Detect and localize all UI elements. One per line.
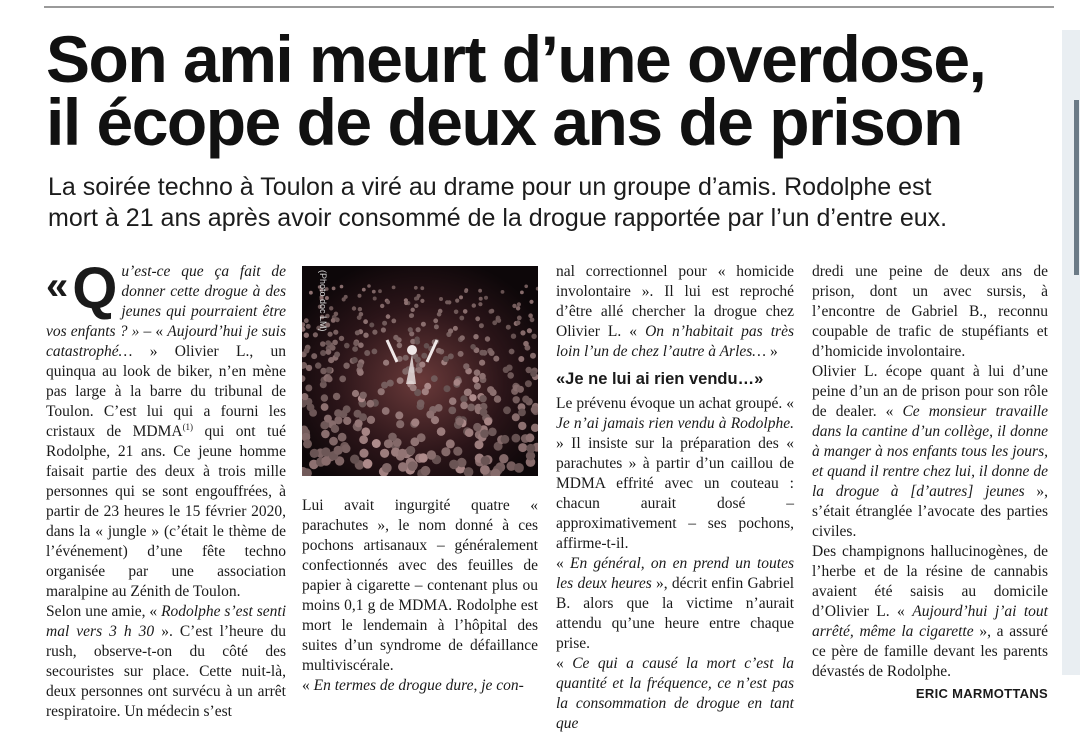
crowd-head xyxy=(343,417,351,425)
crowd-head xyxy=(352,346,358,352)
crowd-head xyxy=(427,450,436,459)
adjacent-page-bar xyxy=(1074,100,1079,275)
crowd-head xyxy=(306,365,312,371)
crowd-head xyxy=(509,349,515,355)
crowd-head xyxy=(326,376,333,383)
column-4-paragraph-3 xyxy=(812,542,1048,682)
crowd-head xyxy=(464,289,468,293)
crowd-head xyxy=(406,446,415,455)
photo-credit: (Photo doc LM) xyxy=(318,270,328,332)
crowd-head xyxy=(479,350,485,356)
crowd-head xyxy=(410,384,417,391)
body-text: qui ont tué Rodolphe, 21 ans. Ce jeune homme faisait partie des deux à trois mille personnes qui se sont engouffrées, à partir de 23 heures le 15 février 2020, dans la « jungle » (c’était le thème de l’événement) d’une fête techno organisée par une association maralpine au Zénith de Toulon. xyxy=(46,423,286,600)
crowd-head xyxy=(478,302,482,306)
crowd-head xyxy=(464,389,471,396)
crowd-head xyxy=(306,324,311,329)
crowd-head xyxy=(439,297,443,301)
crowd-head xyxy=(415,339,421,345)
crowd-head xyxy=(426,411,434,419)
crowd-head xyxy=(506,365,512,371)
crowd-head xyxy=(339,336,344,341)
crowd-head xyxy=(363,333,368,338)
crowd-head xyxy=(411,418,419,426)
article-column-4 xyxy=(812,262,1048,704)
quote-text: En termes de drogue dure, je con- xyxy=(313,677,524,694)
crowd-head xyxy=(414,286,418,290)
quote-text: Ce monsieur travaille dans la cantine d’un collège, il donne à manger à nos enfants tous les jours, et quand il rentre chez lui, il donne de la drogue à [d’autres] jeunes xyxy=(812,403,1048,500)
crowd-head xyxy=(479,395,486,402)
crowd-head xyxy=(352,390,359,397)
crowd-photo-illustration xyxy=(302,266,538,476)
crowd-head xyxy=(474,383,481,390)
crowd-head xyxy=(392,286,396,290)
crowd-head xyxy=(455,299,459,303)
crowd-head xyxy=(449,397,457,405)
crowd-head xyxy=(454,379,461,386)
crowd-head xyxy=(338,433,347,442)
crowd-head xyxy=(517,386,524,393)
crowd-head xyxy=(448,353,454,359)
crowd-head xyxy=(311,353,317,359)
crowd-head xyxy=(383,360,389,366)
crowd-head xyxy=(480,429,489,438)
crowd-head xyxy=(456,417,464,425)
crowd-head xyxy=(437,312,442,317)
crowd-head xyxy=(334,352,340,358)
crowd-head xyxy=(402,368,409,375)
crowd-head xyxy=(469,394,476,401)
crowd-head xyxy=(475,316,480,321)
crowd-head xyxy=(479,297,483,301)
crowd-head xyxy=(526,444,535,453)
crowd-head xyxy=(494,395,501,402)
crowd-head xyxy=(391,319,396,324)
crowd-head xyxy=(479,373,486,380)
crowd-head xyxy=(444,385,451,392)
body-text: », a assuré ce père de famille devant les parents dévastés de Rodolphe. xyxy=(812,623,1048,680)
crowd-head xyxy=(501,290,505,294)
body-text: nal correctionnel pour « homicide involontaire ». Il lui est reproché d’être allé chercher la drogue chez Olivier L. « xyxy=(556,263,794,340)
crowd-head xyxy=(382,321,387,326)
crowd-head xyxy=(324,415,332,423)
crowd-head xyxy=(369,323,374,328)
crowd-head xyxy=(496,318,501,323)
adjacent-page-edge xyxy=(1062,30,1080,675)
crowd-head xyxy=(344,343,350,349)
crowd-head xyxy=(431,375,438,382)
crowd-head xyxy=(416,327,421,332)
crowd-head xyxy=(357,362,363,368)
crowd-head xyxy=(359,413,367,421)
crowd-head xyxy=(513,396,520,403)
crowd-head xyxy=(520,330,525,335)
crowd-head xyxy=(529,300,533,304)
crowd-head xyxy=(493,356,499,362)
quote-text: Je n’ai jamais rien vendu à Rodolphe. xyxy=(556,415,794,432)
crowd-head xyxy=(420,299,424,303)
crowd-head xyxy=(350,455,359,464)
crowd-head xyxy=(358,307,362,311)
crowd-head xyxy=(359,312,364,317)
body-text: « xyxy=(556,655,573,672)
article-column-3 xyxy=(556,262,794,734)
crowd-head xyxy=(480,465,490,475)
crowd-head xyxy=(326,349,332,355)
crowd-head xyxy=(367,416,375,424)
crowd-head xyxy=(372,439,381,448)
crowd-head xyxy=(454,310,459,315)
crowd-head xyxy=(463,309,468,314)
crowd-head xyxy=(484,296,488,300)
crowd-head xyxy=(528,313,533,318)
crowd-head xyxy=(465,428,474,437)
crowd-head xyxy=(512,304,516,308)
crowd-head xyxy=(329,437,338,446)
crowd-head xyxy=(488,428,497,437)
crowd-head xyxy=(342,444,351,453)
crowd-head xyxy=(530,353,536,359)
crowd-head xyxy=(446,439,455,448)
crowd-head xyxy=(473,423,481,431)
crowd-head xyxy=(460,402,468,410)
body-text: », décrit enfin Gabriel B. alors que la victime n’aurait attendu qu’une heure entre chaque prise. xyxy=(556,575,795,652)
crowd-head xyxy=(321,403,329,411)
crowd-head xyxy=(479,323,484,328)
crowd-head xyxy=(530,371,537,378)
article-standfirst xyxy=(48,172,1048,234)
quote-text: On n’habitait pas très loin l’un de chez l’autre à Arles… xyxy=(556,323,794,360)
crowd-head xyxy=(473,334,478,339)
crowd-head xyxy=(358,342,364,348)
crowd-head xyxy=(334,446,343,455)
crowd-head xyxy=(470,344,476,350)
body-text: » Il insiste sur la préparation des « parachutes » à partir d’un caillou de MDMA effrité avec un couteau : chacun aurait dosé – approximativement – ses pochons, affirme-t-il. xyxy=(556,435,794,552)
crowd-head xyxy=(516,306,520,310)
column-1-paragraph-1 xyxy=(46,256,287,602)
crowd-head xyxy=(511,334,516,339)
crowd-head xyxy=(352,357,358,363)
crowd-head xyxy=(527,328,532,333)
crowd-head xyxy=(403,355,409,361)
crowd-head xyxy=(520,291,524,295)
crowd-head xyxy=(449,460,459,470)
crowd-head xyxy=(380,449,389,458)
crowd-head xyxy=(506,325,511,330)
crowd-head xyxy=(518,409,526,417)
crowd-head xyxy=(329,306,333,310)
crowd-head xyxy=(355,330,360,335)
body-text: Des champignons hallucinogènes, de l’herbe et de la résine de cannabis avaient été saisis au domicile d’Olivier L. « xyxy=(812,543,1048,620)
crowd-head xyxy=(518,422,526,430)
crowd-head xyxy=(516,320,521,325)
crowd-head xyxy=(384,439,393,448)
crowd-head xyxy=(436,348,442,354)
column-3-paragraph-4 xyxy=(556,654,794,734)
crowd-head xyxy=(459,316,464,321)
crowd-head xyxy=(305,385,312,392)
crowd-head xyxy=(524,285,528,289)
crowd-head xyxy=(386,314,391,319)
crowd-head xyxy=(382,407,390,415)
crowd-head xyxy=(478,289,482,293)
crowd-head xyxy=(304,333,309,338)
crowd-head xyxy=(484,417,492,425)
crowd-head xyxy=(352,306,356,310)
crowd-head xyxy=(419,362,425,368)
crowd-head xyxy=(448,407,456,415)
crowd-head xyxy=(479,360,485,366)
crowd-head xyxy=(325,340,331,346)
crowd-head xyxy=(363,319,368,324)
crowd-head xyxy=(416,367,422,373)
column-2-paragraph-1: Lui avait ingurgité quatre « parachutes », le nom donné à ces pochons artisanaux – généralement confectionnés avec des feuilles de papier à cigarette – contenant plus ou moins 0,1 g de MDMA. Rodolphe est mort le lendemain à l’hôpital des suites d’un syndrome de défaillance multiviscérale. xyxy=(302,497,538,674)
top-rule xyxy=(44,6,1054,8)
opening-quote-mark: « xyxy=(46,264,69,308)
crowd-head xyxy=(398,462,408,472)
crowd-head xyxy=(332,287,336,291)
crowd-head xyxy=(467,404,475,412)
crowd-head xyxy=(359,449,368,458)
crowd-head xyxy=(359,435,368,444)
crowd-head xyxy=(334,409,342,417)
body-text: Selon une amie, « xyxy=(46,603,162,620)
crowd-head xyxy=(381,327,386,332)
crowd-head xyxy=(445,300,449,304)
crowd-head xyxy=(472,303,476,307)
crowd-head xyxy=(343,405,351,413)
crowd-head xyxy=(378,388,385,395)
quote-text: En général, on en prend un toutes les deux heures xyxy=(556,555,795,592)
body-text: ». C’est l’heure du rush, observe-t-on du côté des secouristes sur place. Cette nuit-là, deux personnes ont survécu à un arrêt respiratoire. Un médecin s’est xyxy=(46,623,286,720)
author-signature: ERIC MARMOTTANS xyxy=(915,686,1048,701)
crowd-head xyxy=(410,313,415,318)
crowd-head xyxy=(339,376,346,383)
quote-text: u’est-ce que ça fait de donner cette drogue à des jeunes qui pourraient être vos enfants ? » xyxy=(46,263,286,340)
crowd-head xyxy=(304,348,310,354)
article-photo xyxy=(302,266,538,476)
crowd-head xyxy=(386,300,390,304)
crowd-head xyxy=(310,449,319,458)
crowd-head xyxy=(393,335,398,340)
column-4-paragraph-2 xyxy=(812,362,1048,542)
crowd-head xyxy=(357,369,364,376)
crowd-head xyxy=(525,380,532,387)
crowd-head xyxy=(523,341,529,347)
crowd-head xyxy=(382,463,392,473)
crowd-head xyxy=(367,284,371,288)
crowd-head xyxy=(489,350,495,356)
crowd-head xyxy=(372,330,377,335)
article-column-2 xyxy=(302,496,538,696)
crowd-head xyxy=(332,340,338,346)
crowd-head xyxy=(411,308,415,312)
crowd-head xyxy=(320,341,326,347)
body-text: », s’était étranglée l’avocate des parties civiles. xyxy=(812,483,1048,540)
crowd-head xyxy=(328,332,333,337)
body-text: Olivier L. écope quant à lui d’une peine d’un an de prison pour son rôle de dealer. « xyxy=(812,363,1048,420)
crowd-head xyxy=(472,376,479,383)
quote-text: Aujourd’hui j’ai tout arrêté, même la cigarette xyxy=(812,603,1048,640)
body-text: « xyxy=(556,555,570,572)
crowd-head xyxy=(517,316,522,321)
crowd-head xyxy=(458,351,464,357)
crowd-head xyxy=(460,335,465,340)
crowd-head xyxy=(518,443,527,452)
crowd-head xyxy=(463,363,469,369)
crowd-head xyxy=(313,332,318,337)
article-headline xyxy=(46,22,1046,159)
crowd-head xyxy=(387,380,394,387)
crowd-head xyxy=(441,447,450,456)
crowd-head xyxy=(303,439,312,448)
crowd-head xyxy=(410,437,419,446)
crowd-head xyxy=(507,372,514,379)
crowd-head xyxy=(367,400,375,408)
column-3-paragraph-1 xyxy=(556,262,794,362)
crowd-head xyxy=(364,350,370,356)
crowd-head xyxy=(309,291,313,295)
crowd-head xyxy=(421,322,426,327)
crowd-head xyxy=(333,393,340,400)
column-2-paragraph-2 xyxy=(302,676,538,696)
crowd-head xyxy=(373,297,377,301)
crowd-head xyxy=(422,388,429,395)
column-1-paragraph-2 xyxy=(46,602,286,722)
crowd-head xyxy=(530,317,535,322)
crowd-head xyxy=(320,368,327,375)
crowd-head xyxy=(419,453,428,462)
crowd-head xyxy=(372,349,378,355)
crowd-head xyxy=(420,286,424,290)
crowd-head xyxy=(421,353,427,359)
crowd-head xyxy=(340,285,344,289)
crowd-head xyxy=(398,449,407,458)
drop-cap: Q xyxy=(72,256,118,321)
body-text: » xyxy=(766,343,778,360)
crowd-head xyxy=(397,377,404,384)
column-4-paragraph-1: dredi une peine de deux ans de prison, dont un avec sursis, à l’encontre de Gabriel B., reconnu coupable de trafic de stupéfiants et d’homicide involontaire. xyxy=(812,263,1048,360)
quote-text: Aujourd’hui je suis catastrophé… xyxy=(46,323,287,360)
crowd-head xyxy=(512,413,520,421)
intertitle: «Je ne lui ai rien vendu…» xyxy=(556,370,764,388)
crowd-head xyxy=(433,318,438,323)
standfirst-line-2: mort à 21 ans après avoir consommé de la drogue rapportée par l’un d’entre eux. xyxy=(48,204,948,232)
crowd-head xyxy=(501,435,510,444)
crowd-head xyxy=(397,343,403,349)
body-text: Le prévenu évoque un achat groupé. « xyxy=(556,395,794,412)
crowd-head xyxy=(307,404,315,412)
crowd-head xyxy=(492,320,497,325)
crowd-head xyxy=(487,386,494,393)
crowd-head xyxy=(363,459,373,469)
crowd-head xyxy=(448,328,453,333)
crowd-head xyxy=(499,454,508,463)
crowd-head xyxy=(417,400,425,408)
crowd-head xyxy=(434,324,439,329)
headline-line-2: il écope de deux ans de prison xyxy=(46,85,962,159)
crowd-head xyxy=(360,392,367,399)
quote-text: Rodolphe s’est senti mal vers 3 h 30 xyxy=(46,603,287,640)
crowd-head xyxy=(404,298,408,302)
crowd-head xyxy=(414,304,418,308)
crowd-head xyxy=(333,330,338,335)
crowd-head xyxy=(517,302,521,306)
crowd-head xyxy=(453,447,462,456)
crowd-head xyxy=(514,463,524,473)
crowd-head xyxy=(372,290,376,294)
crowd-head xyxy=(344,295,348,299)
crowd-head xyxy=(415,357,421,363)
crowd-head xyxy=(518,356,524,362)
footnote-marker: (1) xyxy=(182,421,194,432)
crowd-head xyxy=(414,297,418,301)
crowd-head xyxy=(503,406,511,414)
crowd-head xyxy=(321,394,328,401)
body-text: « xyxy=(302,677,314,694)
standfirst-line-1: La soirée techno à Toulon a viré au drame pour un groupe d’amis. Rodolphe est xyxy=(48,173,932,201)
crowd-head xyxy=(435,404,443,412)
crowd-head xyxy=(531,334,536,339)
crowd-head xyxy=(378,289,382,293)
crowd-head xyxy=(334,312,339,317)
crowd-head xyxy=(408,327,413,332)
crowd-head xyxy=(437,427,446,436)
crowd-head xyxy=(321,430,330,439)
body-text: » Olivier L., un quinqua au look de biker, n’en mène pas large à la barre du tribunal de Toulon. C’est lui qui a fourni les cristaux de MDMA xyxy=(46,343,286,440)
crowd-head xyxy=(362,427,371,436)
crowd-head xyxy=(460,395,467,402)
crowd-head xyxy=(304,318,309,323)
crowd-head xyxy=(320,350,326,356)
article-column-1 xyxy=(46,256,287,722)
crowd-head xyxy=(331,425,339,433)
crowd-head xyxy=(396,420,404,428)
crowd-head xyxy=(481,456,490,465)
crowd-head xyxy=(358,294,362,298)
crowd-head xyxy=(459,295,463,299)
crowd-head xyxy=(424,343,430,349)
headline-line-1: Son ami meurt d’une overdose, xyxy=(46,22,986,96)
body-text: – « xyxy=(139,323,168,340)
crowd-head xyxy=(353,341,359,347)
crowd-head xyxy=(408,461,418,471)
crowd-head xyxy=(421,466,431,476)
column-3-paragraph-2 xyxy=(556,394,794,554)
crowd-head xyxy=(326,367,332,373)
crowd-head xyxy=(512,434,521,443)
crowd-head xyxy=(485,336,490,341)
crowd-head xyxy=(315,362,321,368)
column-3-paragraph-3 xyxy=(556,554,794,654)
crowd-head xyxy=(474,369,481,376)
crowd-head xyxy=(362,288,366,292)
crowd-head xyxy=(380,304,384,308)
crowd-head xyxy=(480,408,488,416)
crowd-head xyxy=(335,317,340,322)
crowd-head xyxy=(490,309,495,314)
crowd-head xyxy=(522,396,529,403)
crowd-head xyxy=(331,318,336,323)
crowd-head xyxy=(395,411,403,419)
crowd-head xyxy=(526,433,535,442)
quote-text: Ce qui a causé la mort c’est la quantité et la fréquence, ce n’est pas la consommation de drogue en tant que xyxy=(556,655,794,732)
crowd-head xyxy=(343,363,349,369)
crowd-head xyxy=(453,326,458,331)
